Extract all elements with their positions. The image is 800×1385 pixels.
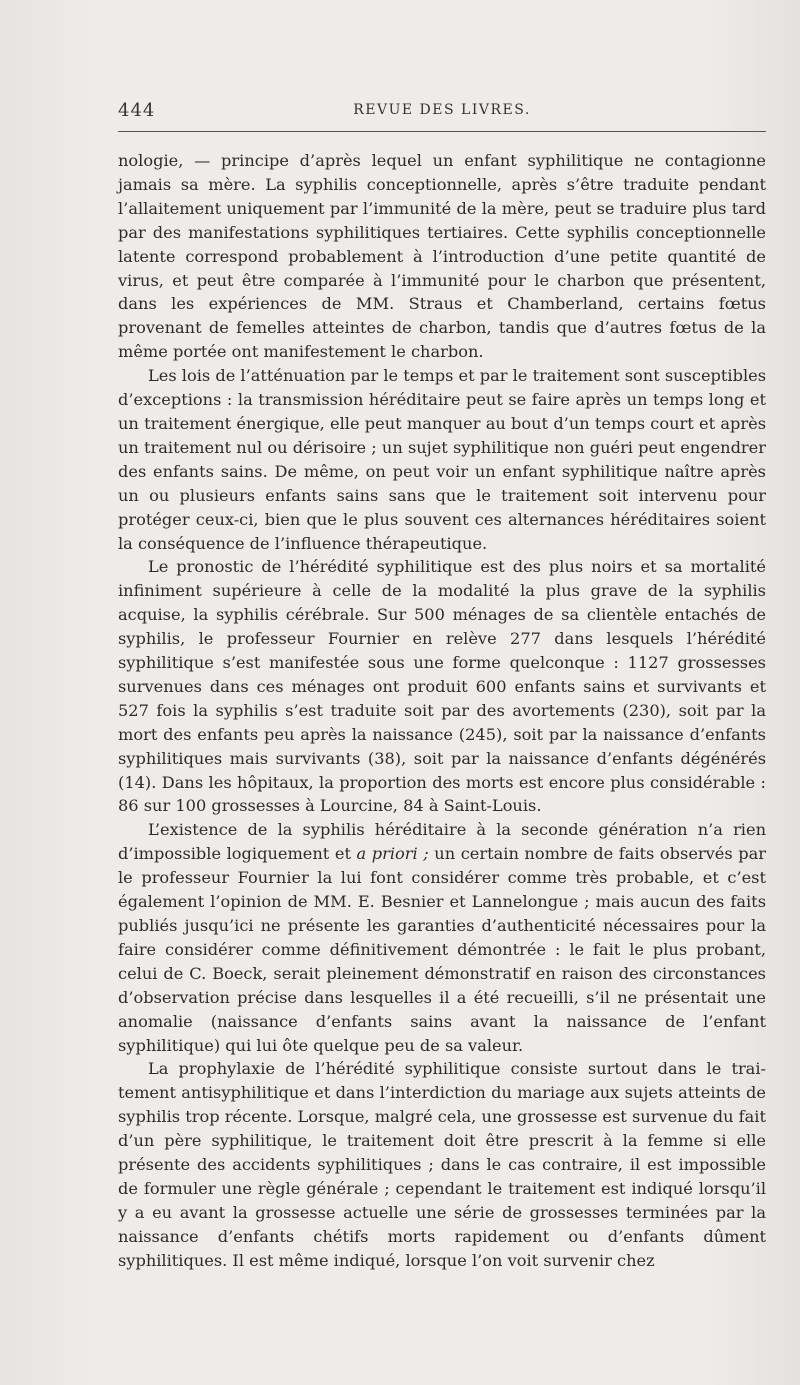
paragraph-4-italic: a priori ;: [356, 844, 429, 864]
paragraph-1: nologie, — principe d’après lequel un enfant syphilitique ne contagionne jamais sa mère. La syphilis conceptionnelle, après s’être traduite pendant l’allaitement uniquement par l’immunité de la mère, peut se traduire plus tard par des manifestations syphilitiques tertiaires. Cette syphilis conceptionnelle latente correspond probablement à l’introduction d’une petite quantité de virus, et peut être comparée à l’immunité pour le charbon que présentent, dans les expériences de MM. Straus et Chamberland, certains fœtus provenant de femelles atteintes de charbon, tandis que d’autres fœtus de la même portée ont manifestement le charbon.: [118, 151, 766, 362]
paragraph-5: La prophylaxie de l’hérédité syphilitique consiste surtout dans le traitement antisyphilitique et dans l’interdiction du mariage aux sujets atteints de syphilis trop récente. Lorsque, malgré cela, une grossesse est survenue du fait d’un père syphilitique, le traitement doit être prescrit à la femme si elle présente des accidents syphilitiques ; dans le cas contraire, il est impossible de formuler une règle générale ; cependant le traitement est indiqué lorsqu’il y a eu avant la grossesse actuelle une série de grossesses terminées par la naissance d’enfants chétifs morts rapidement ou d’enfants dûment syphilitiques. Il est même indiqué, lorsque l’on voit survenir chez: [118, 1059, 766, 1270]
page-header: [118, 100, 766, 126]
header-rule: [118, 131, 766, 132]
paragraph-4-text-before: L’existence de la syphilis héréditaire à la seconde génération n’a rien d’impossible logiquement et: [118, 820, 766, 864]
running-title: REVUE DES LIVRES.: [353, 102, 531, 118]
paragraph-4-text-after: un certain nombre de faits observés par le professeur Fournier la lui font considérer comme très probable, et c’est également l’opinion de MM. E. Besnier et Lannelongue ; mais aucun des faits publiés jusqu’ici ne présente les garanties d’authenticité nécessaires pour la faire considérer comme définitivement démontrée : le fait le plus probant, celui de C. Boeck, serait pleinement démonstratif en raison des circonstances d’observation précise dans lesquelles il a été recueilli, s’il ne présentait une anomalie (naissance d’enfants sains avant la naissance de l’enfant syphilitique) qui lui ôte quelque peu de sa valeur.: [118, 844, 766, 1055]
page-number: 444: [118, 100, 156, 121]
paragraph-4: [118, 818, 766, 1057]
body-text: [118, 149, 766, 1273]
paragraph-3: Le pronostic de l’hérédité syphilitique est des plus noirs et sa mortalité infiniment supérieure à celle de la modalité la plus grave de la syphilis acquise, la syphilis cérébrale. Sur 500 ménages de sa clientèle entachés de syphilis, le professeur Fournier en relève 277 dans lesquels l’hérédité syphilitique s’est manifestée sous une forme quelconque : 1127 grossesses survenues dans ces ménages ont produit 600 enfants sains et survivants et 527 fois la syphilis s’est traduite soit par des avortements (230), soit par la mort des enfants peu après la naissance (245), soit par la naissance d’enfants syphilitiques mais survivants (38), soit par la naissance d’enfants dégénérés (14). Dans les hôpitaux, la proportion des morts est encore plus considérable : 86 sur 100 grossesses à Lourcine, 84 à Saint-Louis.: [118, 557, 766, 816]
paragraph-2: Les lois de l’atténuation par le temps et par le traitement sont susceptibles d’exceptions : la transmission héréditaire peut se faire après un temps long et un traitement énergique, elle peut manquer au bout d’un temps court et après un traitement nul ou dérisoire ; un sujet syphilitique non guéri peut engendrer des enfants sains. De même, on peut voir un enfant syphilitique naître après un ou plusieurs enfants sains sans que le traitement soit intervenu pour protéger ceux-ci, bien que le plus souvent ces alternances héréditaires soient la conséquence de l’influence thérapeutique.: [118, 366, 767, 553]
